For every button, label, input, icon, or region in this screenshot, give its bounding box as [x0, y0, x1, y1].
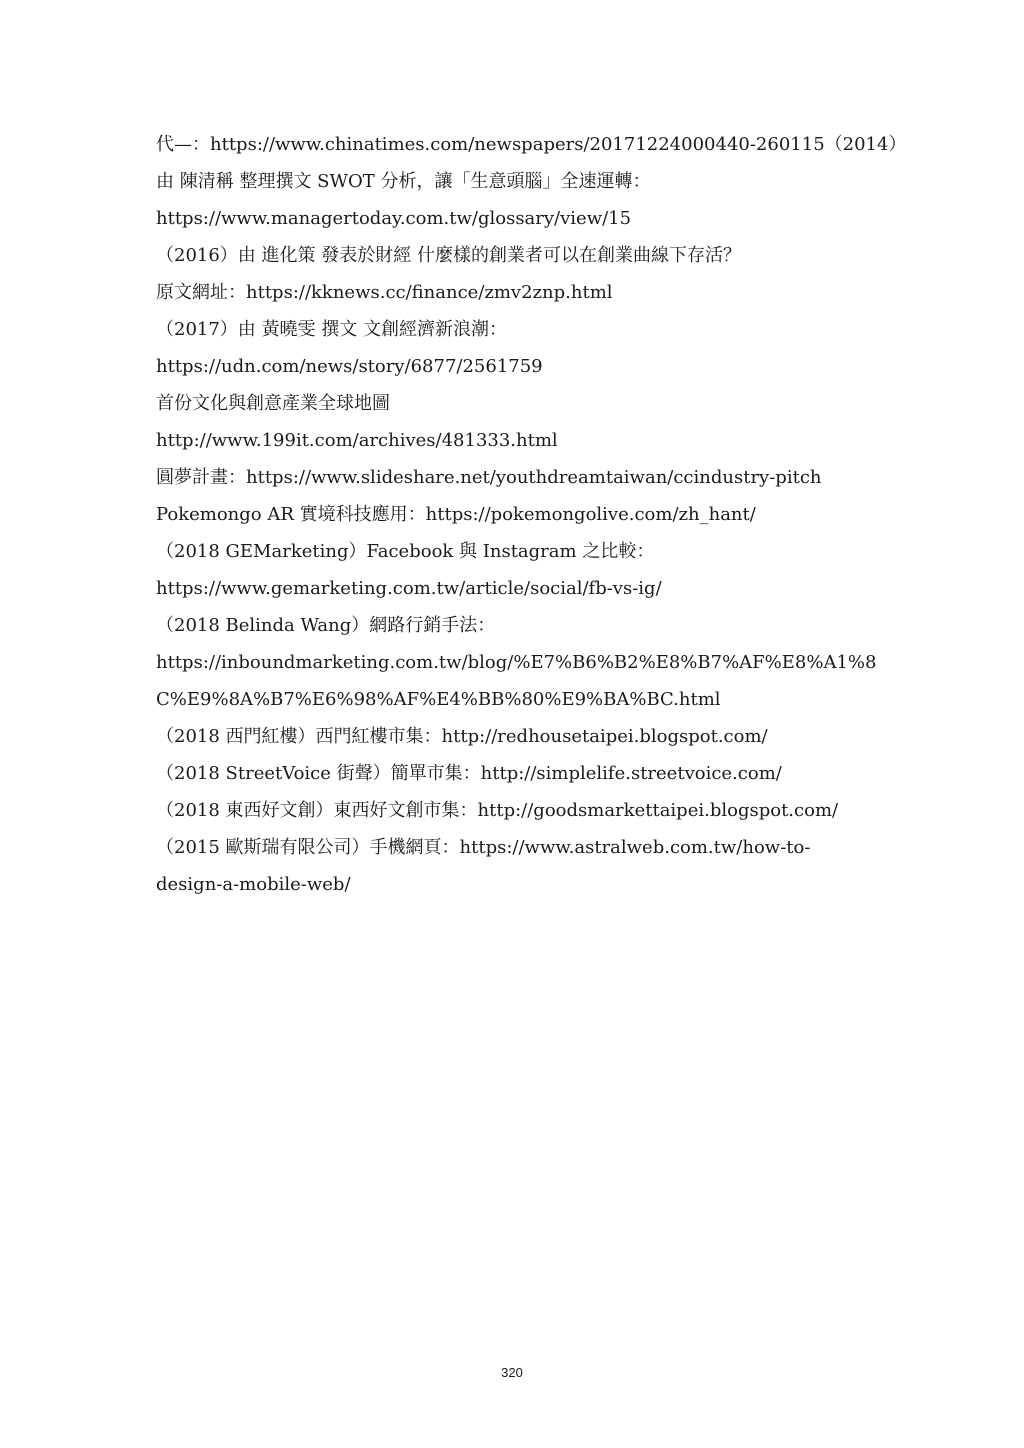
reference-line: https://www.gemarketing.com.tw/article/social/fb-vs-ig/: [156, 578, 662, 599]
reference-line: 由 陳清稱 整理撰文 SWOT 分析，讓「生意頭腦」全速運轉：: [156, 171, 651, 192]
reference-line: Pokemongo AR 實境科技應用：https://pokemongolive.com/zh_hant/: [156, 504, 756, 525]
reference-line: design-a-mobile-web/: [156, 874, 351, 895]
reference-line: （2016）由 進化策 發表於財經 什麼樣的創業者可以在創業曲線下存活？: [156, 245, 741, 266]
reference-line: 首份文化與創意產業全球地圖: [156, 393, 390, 414]
reference-line: 圓夢計畫：https://www.slideshare.net/youthdreamtaiwan/ccindustry-pitch: [156, 467, 822, 488]
reference-line: C%E9%8A%B7%E6%98%AF%E4%BB%80%E9%BA%BC.html: [156, 689, 721, 710]
reference-list: [156, 126, 907, 903]
reference-line: https://www.managertoday.com.tw/glossary/view/15: [156, 208, 632, 229]
reference-line: （2018 GEMarketing）Facebook 與 Instagram 之比較：: [156, 541, 655, 562]
page-number: 320: [501, 1365, 523, 1380]
reference-line: 原文網址：https://kknews.cc/finance/zmv2znp.html: [156, 282, 613, 303]
reference-line: http://www.199it.com/archives/481333.html: [156, 430, 558, 451]
reference-line: （2018 東西好文創）東西好文創市集：http://goodsmarkettaipei.blogspot.com/: [156, 800, 839, 821]
reference-line: （2015 歐斯瑞有限公司）手機網頁：https://www.astralweb.com.tw/how-to-: [156, 837, 811, 858]
reference-line: （2018 StreetVoice 街聲）簡單市集：http://simplelife.streetvoice.com/: [156, 763, 782, 784]
reference-line: https://inboundmarketing.com.tw/blog/%E7%B6%B2%E8%B7%AF%E8%A1%8: [156, 652, 877, 673]
reference-line: 代—：https://www.chinatimes.com/newspapers/20171224000440-260115（2014）: [156, 134, 907, 155]
reference-line: （2017）由 黃曉雯 撰文 文創經濟新浪潮：: [156, 319, 507, 340]
reference-line: https://udn.com/news/story/6877/2561759: [156, 356, 543, 377]
reference-line: （2018 西門紅樓）西門紅樓市集：http://redhousetaipei.blogspot.com/: [156, 726, 768, 747]
reference-line: （2018 Belinda Wang）網路行銷手法：: [156, 615, 496, 636]
